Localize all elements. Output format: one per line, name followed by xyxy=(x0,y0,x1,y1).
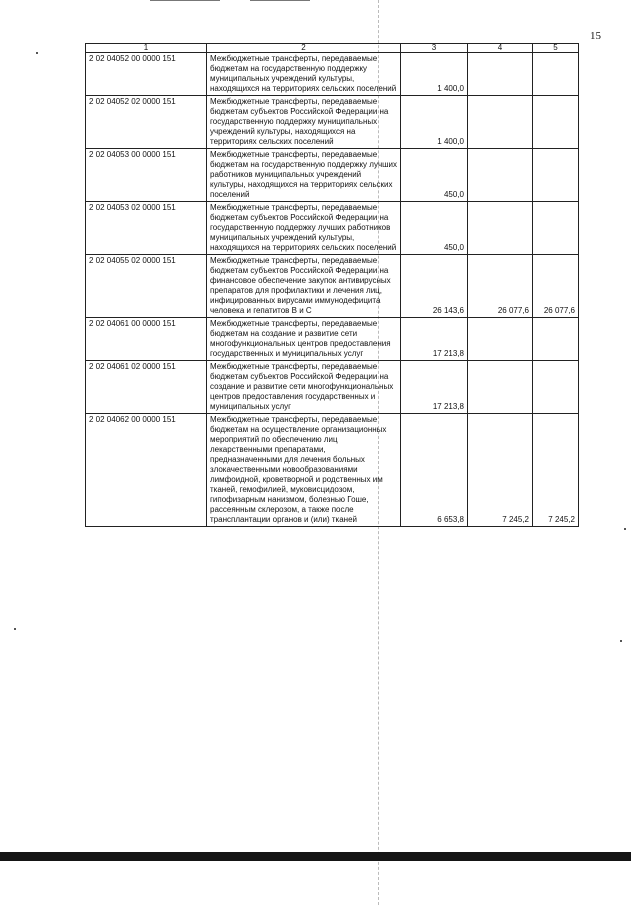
amount-col4-cell: 26 077,6 xyxy=(468,255,533,318)
amount-col5-cell xyxy=(533,318,579,361)
amount-col4-cell xyxy=(468,318,533,361)
scan-speck xyxy=(14,628,16,630)
table-row xyxy=(86,202,579,255)
budget-code-cell: 2 02 04062 00 0000 151 xyxy=(86,414,207,527)
scan-edge-bar xyxy=(0,852,631,861)
column-header-4: 4 xyxy=(468,44,533,53)
table-row xyxy=(86,361,579,414)
amount-col3-cell: 6 653,8 xyxy=(401,414,468,527)
amount-col5-cell xyxy=(533,361,579,414)
table-row xyxy=(86,255,579,318)
budget-code-cell: 2 02 04061 00 0000 151 xyxy=(86,318,207,361)
amount-col3-cell: 450,0 xyxy=(401,149,468,202)
table-row xyxy=(86,318,579,361)
amount-col3-cell: 450,0 xyxy=(401,202,468,255)
amount-col5-cell xyxy=(533,96,579,149)
description-cell: Межбюджетные трансферты, передаваемые бюджетам субъектов Российской Федерации на финансовое обеспечение закупок антивирусных препаратов для профилактики и лечения лиц, инфицированных вирусами иммунодефицита человека и гепатитов В и С xyxy=(207,255,401,318)
table-row xyxy=(86,96,579,149)
column-header-1: 1 xyxy=(86,44,207,53)
description-cell: Межбюджетные трансферты, передаваемые бюджетам на создание и развитие сети многофункциональных центров предоставления государственных и муниципальных услуг xyxy=(207,318,401,361)
amount-col5-cell xyxy=(533,149,579,202)
column-header-3: 3 xyxy=(401,44,468,53)
amount-col4-cell xyxy=(468,202,533,255)
amount-col5-cell: 26 077,6 xyxy=(533,255,579,318)
budget-code-cell: 2 02 04052 02 0000 151 xyxy=(86,96,207,149)
amount-col4-cell xyxy=(468,361,533,414)
budget-code-cell: 2 02 04061 02 0000 151 xyxy=(86,361,207,414)
scan-speck xyxy=(36,52,38,54)
amount-col3-cell: 17 213,8 xyxy=(401,361,468,414)
budget-code-cell: 2 02 04055 02 0000 151 xyxy=(86,255,207,318)
amount-col5-cell: 7 245,2 xyxy=(533,414,579,527)
budget-code-cell: 2 02 04052 00 0000 151 xyxy=(86,53,207,96)
budget-table xyxy=(85,43,579,527)
scan-artifact-line xyxy=(250,0,310,1)
amount-col4-cell: 7 245,2 xyxy=(468,414,533,527)
column-header-5: 5 xyxy=(533,44,579,53)
page-number: 15 xyxy=(590,30,601,42)
amount-col5-cell xyxy=(533,53,579,96)
column-header-2: 2 xyxy=(207,44,401,53)
scan-speck xyxy=(624,528,626,530)
table-row xyxy=(86,414,579,527)
description-cell: Межбюджетные трансферты, передаваемые бюджетам на осуществление организационных мероприятий по обеспечению лиц лекарственными препаратами, предназначенными для лечения больных злокачественными новообразованиями лимфоидной, кроветворной и родственных им тканей, гемофилией, муковисцидозом, гипофизарным нанизмом, болезнью Гоше, рассеянным склерозом, а также после трансплантации органов и (или) тканей xyxy=(207,414,401,527)
description-cell: Межбюджетные трансферты, передаваемые бюджетам на государственную поддержку муниципальных учреждений культуры, находящихся на территориях сельских поселений xyxy=(207,53,401,96)
scan-artifact-line xyxy=(150,0,220,1)
description-cell: Межбюджетные трансферты, передаваемые бюджетам субъектов Российской Федерации на создание и развитие сети многофункциональных центров предоставления государственных и муниципальных услуг xyxy=(207,361,401,414)
description-cell: Межбюджетные трансферты, передаваемые бюджетам на государственную поддержку лучших работников муниципальных учреждений культуры, находящихся на территориях сельских поселений xyxy=(207,149,401,202)
amount-col4-cell xyxy=(468,149,533,202)
table-row xyxy=(86,149,579,202)
amount-col5-cell xyxy=(533,202,579,255)
budget-code-cell: 2 02 04053 02 0000 151 xyxy=(86,202,207,255)
amount-col4-cell xyxy=(468,96,533,149)
amount-col3-cell: 26 143,6 xyxy=(401,255,468,318)
amount-col3-cell: 17 213,8 xyxy=(401,318,468,361)
amount-col3-cell: 1 400,0 xyxy=(401,96,468,149)
description-cell: Межбюджетные трансферты, передаваемые бюджетам субъектов Российской Федерации на государственную поддержку лучших работников муниципальных учреждений культуры, находящихся на территориях сельских поселений xyxy=(207,202,401,255)
amount-col3-cell: 1 400,0 xyxy=(401,53,468,96)
description-cell: Межбюджетные трансферты, передаваемые бюджетам субъектов Российской Федерации на государственную поддержку муниципальных учреждений культуры, находящихся на территориях сельских поселений xyxy=(207,96,401,149)
table-row xyxy=(86,53,579,96)
amount-col4-cell xyxy=(468,53,533,96)
budget-code-cell: 2 02 04053 00 0000 151 xyxy=(86,149,207,202)
scan-speck xyxy=(620,640,622,642)
table-header-row xyxy=(86,44,579,53)
